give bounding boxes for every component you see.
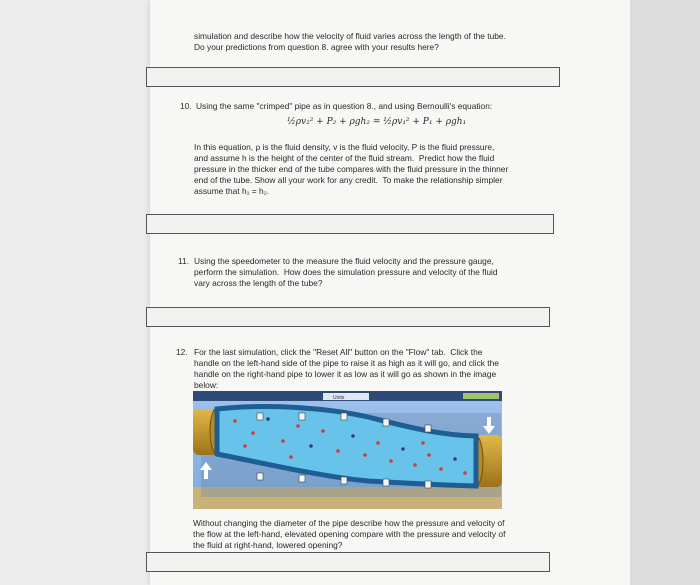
background-right <box>630 0 700 585</box>
question-10-body-3: pressure in the thicker end of the tube compares with the fluid pressure in the thinner <box>194 164 509 174</box>
question-10-body-1: In this equation, ρ is the fluid density, v is the fluid velocity, P is the fluid pressure, <box>194 142 495 152</box>
question-12-after-2: the flow at the left-hand, elevated opening compare with the pressure and velocity of <box>193 529 506 539</box>
question-10-number: 10. <box>180 101 192 111</box>
question-11-line-2: perform the simulation. How does the simulation pressure and velocity of the fluid <box>194 267 498 277</box>
sim-units-label: Units <box>333 395 345 401</box>
fluid-flow-simulation-image <box>193 391 502 509</box>
question-11-number: 11. <box>178 256 190 266</box>
question-10-body-4: end of the tube. Show all your work for any credit. To make the relationship simpler <box>194 175 503 185</box>
pipe-simulation-svg <box>193 391 502 509</box>
answer-box-10[interactable] <box>146 214 554 234</box>
bernoulli-equation: ½ρv₂² + P₂ + ρgh₂ = ½ρv₁² + P₁ + ρgh₁ <box>287 117 467 127</box>
background-left <box>0 0 150 585</box>
question-12-line-3: handle on the right-hand pipe to lower it as low as it will go as shown in the image <box>194 369 497 379</box>
question-12-line-1: For the last simulation, click the "Reset All" button on the "Flow" tab. Click the <box>194 347 483 357</box>
answer-box-9[interactable] <box>146 67 560 87</box>
answer-box-11[interactable] <box>146 307 550 327</box>
intro-line-2: Do your predictions from question 8. agree with your results here? <box>194 42 439 52</box>
question-12-line-2: handle on the left-hand side of the pipe to raise it as high as it will go, and click the <box>194 358 499 368</box>
answer-box-12[interactable] <box>146 552 550 572</box>
question-11-line-3: vary across the length of the tube? <box>194 278 323 288</box>
question-12-number: 12. <box>176 347 188 357</box>
question-12-line-4: below: <box>194 380 219 390</box>
question-10-body-2: and assume h is the height of the center of the fluid stream. Predict how the fluid <box>194 153 495 163</box>
question-11-line-1: Using the speedometer to the measure the fluid velocity and the pressure gauge, <box>194 256 494 266</box>
question-12-after-3: the fluid at right-hand, lowered opening? <box>193 540 343 550</box>
question-10-body-5: assume that h₁ = h₂. <box>194 186 270 196</box>
question-10-text: Using the same "crimped" pipe as in question 8., and using Bernoulli's equation: <box>196 101 493 111</box>
intro-line-1: simulation and describe how the velocity of fluid varies across the length of the tube. <box>194 31 506 41</box>
question-12-after-1: Without changing the diameter of the pipe describe how the pressure and velocity of <box>193 518 505 528</box>
